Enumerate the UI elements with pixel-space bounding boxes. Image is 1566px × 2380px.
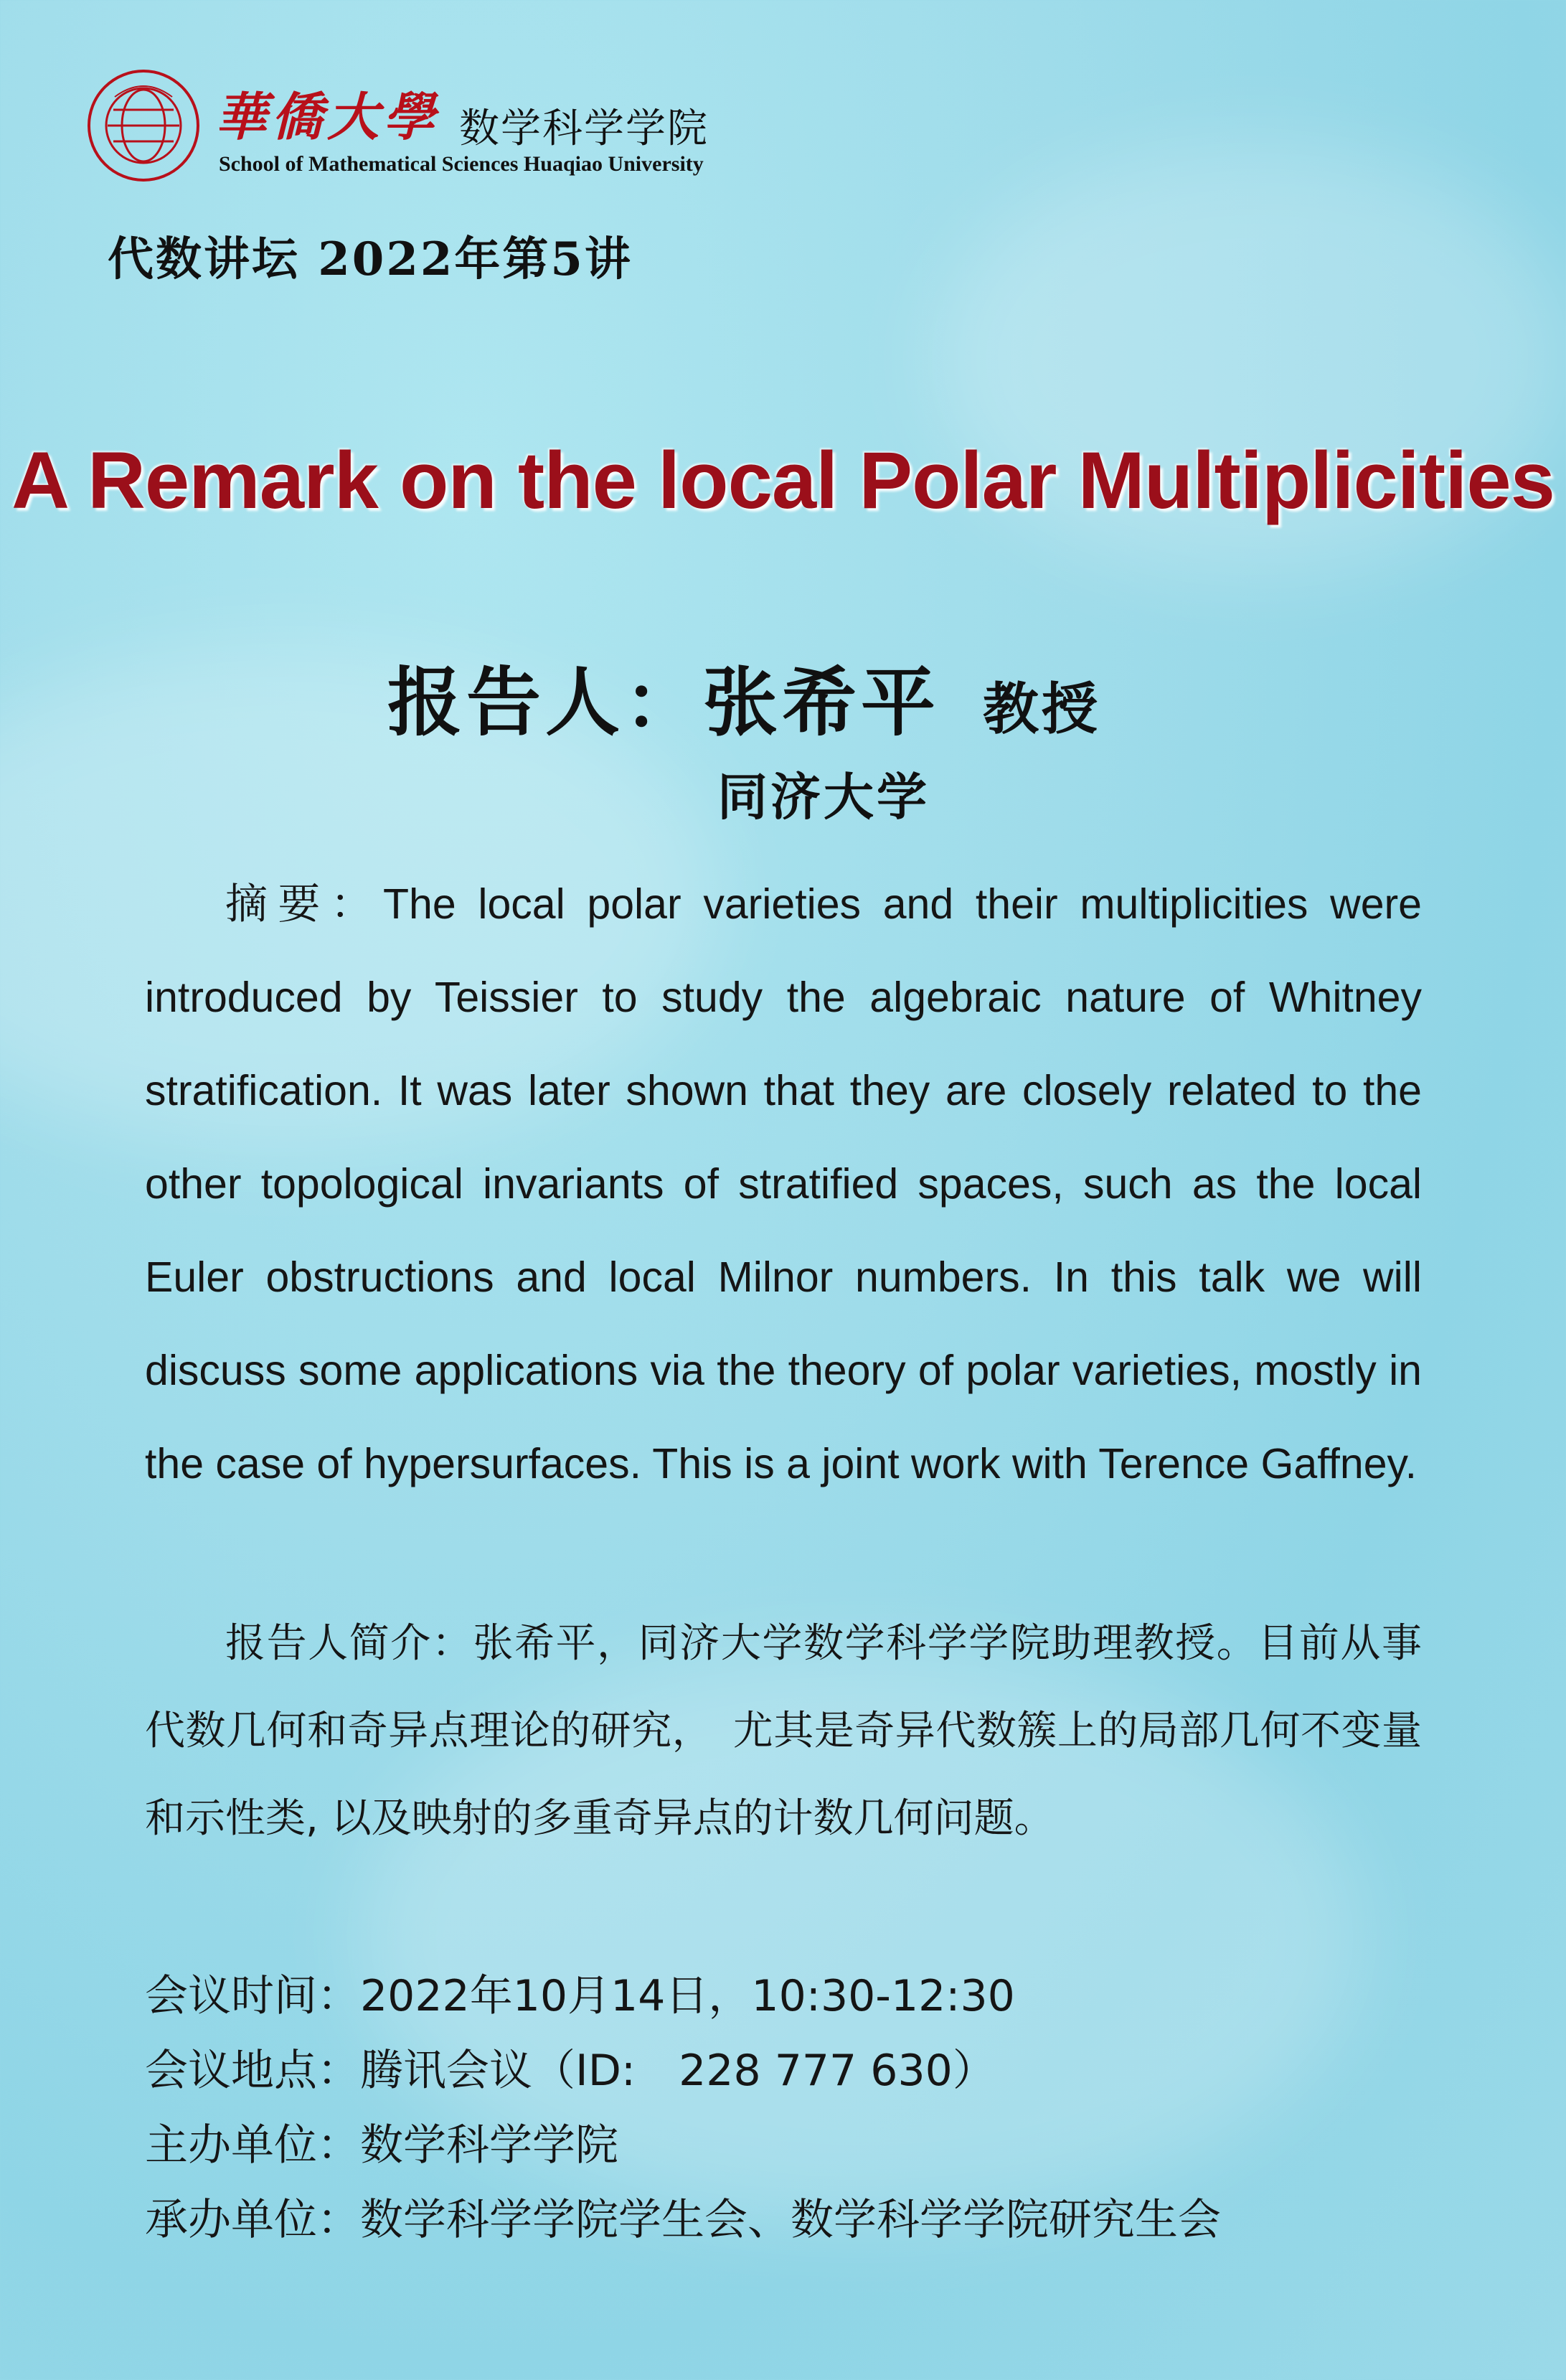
abstract-text: 摘要：The local polar varieties and their multiplicities were introduced by Teissier to study the algebraic nature of Whitney stratification. It was later shown that they are closely related to the other topological invariants of stratified spaces, such as the local Euler obstructions and local Milnor numbers. In this talk we will discuss some applications via the theory of polar varieties, mostly in the case of hypersurfaces. This is a joint work with Terence Gaffney.	[145, 880, 1422, 1487]
speaker	[387, 642, 1100, 750]
university-name-cn: 華僑大學	[215, 86, 440, 147]
meeting-time: 会议时间：2022年10月14日，10:30-12:30	[145, 1971, 1015, 2021]
meeting-host: 主办单位：数学科学学院	[145, 2120, 618, 2170]
speaker-affiliation: 同济大学	[717, 768, 930, 827]
bio-text: 报告人简介：张希平，同济大学数学科学学院助理教授。目前从事代数几何和奇异点理论的研究， 尤其是奇异代数簇上的局部几何不变量和示性类, 以及映射的多重奇异点的计数几何问题。	[145, 1620, 1422, 1842]
speaker-bio	[145, 1600, 1422, 1863]
meeting-organizer: 承办单位：数学科学学院学生会、数学科学学院研究生会	[145, 2195, 1221, 2245]
speaker-title: 教授	[983, 677, 1101, 742]
school-name-cn: 数学科学学院	[459, 105, 709, 152]
abstract	[145, 857, 1422, 1510]
talk-title: A Remark on the local Polar Multiplicities	[11, 436, 1555, 525]
school-name-en: School of Mathematical Sciences Huaqiao University	[219, 152, 704, 176]
meeting-info	[145, 1959, 1436, 2257]
university-seal-icon	[86, 68, 201, 183]
meeting-place: 会议地点：腾讯会议（ID: 228 777 630）	[145, 2046, 996, 2096]
speaker-name: 报告人：张希平	[387, 659, 940, 746]
lecture-series: 代数讲坛 2022年第5讲	[108, 232, 633, 286]
